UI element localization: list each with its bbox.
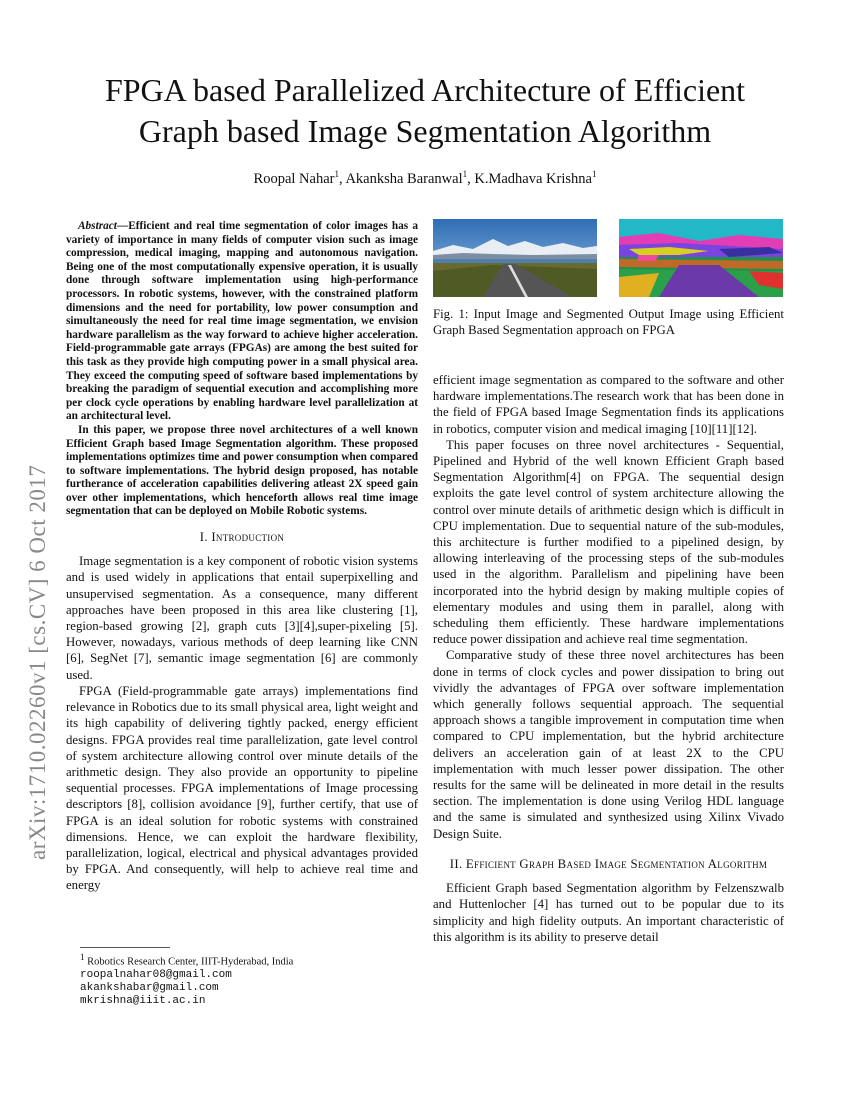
body-paragraph: Efficient Graph based Segmentation algorithm by Felzenszwalb and Huttenlocher [4] has turned out to be popular due to its simplicity and high fidelity outputs. An important characteristic of this algorithm is its ability to preserve detail — [433, 881, 784, 944]
abstract-label: Abstract — [78, 220, 117, 232]
segmentation-map — [619, 219, 783, 297]
footnote — [80, 947, 420, 1008]
section-heading: II. Efficient Graph Based Image Segmentation Algorithm — [449, 856, 768, 871]
section-heading: I. Introduction — [199, 530, 285, 545]
email: mkrishna@iiit.ac.in — [80, 994, 206, 1007]
affiliation-mark: 1 — [334, 169, 339, 179]
left-column — [66, 220, 418, 894]
input-image — [433, 219, 597, 297]
abstract-paragraph: In this paper, we propose three novel architectures of a well known Efficient Graph based Image Segmentation algorithm. These proposed implementations optimizes time and power consumption when compared to software implementations. The hybrid design proposed, has notable furtherance of acceleration capabilities delivering atleast 2X speed gain over other implementations, which henceforth allows real time image segmentation that can be deployed on Mobile Robotic systems. — [66, 423, 418, 518]
affiliation-mark: 1 — [462, 169, 468, 179]
title-line-1: FPGA based Parallelized Architecture of Efficient — [104, 72, 746, 108]
body-paragraph: FPGA (Field-programmable gate arrays) implementations find relevance in Robotics due to its small physical area, light weight and its high capability of delivering tightly packed, energy efficient designs. FPGA provides real time parallelization, gate level control of system architecture allowing control over minute details of the arithmetic design. They also provide an opportunity to pipeline sequential processes. FPGA implementations of Image processing descriptors [8], collision avoidance [9], further certify, that use of FPGA is an ideal solution for robotic systems with constrained dimensions. Hence, we can exploit the hardware flexibility, parallelization, logical, electrical and physical advantages provided by FPGA. And consequently, will help to achieve real time and energy — [66, 683, 418, 893]
footnote-text: Robotics Research Center, IIIT-Hyderabad, India — [87, 956, 294, 968]
footnote-mark: 1 — [80, 952, 85, 962]
body-paragraph: Comparative study of these three novel architectures has been done in terms of clock cycles and power dissipation to bring out vividly the advantages of FPGA over software implementation which generally follows sequential approach. The sequential approach shows a tangible improvement in computation time when compared to CPU implementation, but the hybrid architecture delivers an acceleration gain of at least 2X to the CPU implementation with much lesser power dissipation. The other results for the same will be delineated in more detail in the results section. The implementation is done using Verilog HDL language and the same is simulated and synthesized using Xilinx Vivado Design Suite. — [433, 648, 784, 841]
figure-caption: Fig. 1: Input Image and Segmented Output Image using Efficient Graph Based Segmentation approach on FPGA — [433, 307, 784, 338]
affiliation-mark: 1 — [591, 169, 597, 179]
title-line-2: Graph based Image Segmentation Algorithm — [138, 113, 712, 149]
body-paragraph: Image segmentation is a key component of robotic vision systems and is used widely in applications that entail superpixelling and unsupervised segmentation. As a consequence, many different approaches have been proposed in this area like clustering [1], region-based growing [2], graph cuts [3][4],super-pixeling [5]. However, nowadays, various methods of deep learning like CNN [6], SegNet [7], semantic image segmentation [6] are commonly used. — [66, 554, 418, 682]
author-name: Roopal Nahar — [253, 170, 335, 187]
arxiv-stamp: arXiv:1710.02260v1 [cs.CV] 6 Oct 2017 — [25, 464, 50, 860]
right-column — [433, 372, 784, 945]
body-paragraph: This paper focuses on three novel architectures - Sequential, Pipelined and Hybrid of the well known Efficient Graph based Segmentation Algorithm[4] on FPGA. The sequential design exploits the gate level control of system architecture allowing the control over minute details of arithmetic design which is difficult in CPU implementation. Due to sequential nature of the sub-modules, this architecture is further modified to a pipelined design, by allowing interleaving of the processing steps of the sub-modules used in the algorithm. Parallelism and pipelining have been incorporated into the hybrid design by making multiple copies of elementary modules and using them in parallel, along with scheduling them efficiently. These hardware implementations reduce power dissipation and achieve real time segmentation. — [433, 437, 784, 647]
email: akankshabar@gmail.com — [80, 981, 219, 994]
paper-title — [40, 70, 810, 152]
body-paragraph: efficient image segmentation as compared to the software and other hardware implementations.The research work that has been done in the field of FPGA based Image Segmentation finds its applications in robotics, computer vision and medical imaging [10][11][12]. — [433, 373, 784, 436]
segmented-output-image — [619, 219, 783, 297]
author-list: Roopal Nahar$^1$, Akanksha Baranwal$^1$, K.Madhava Krishna$^1$ — [253, 169, 597, 187]
landscape-photo — [433, 219, 597, 297]
email: roopalnahar08@gmail.com — [80, 968, 232, 981]
footnote-rule — [80, 947, 170, 948]
abstract-paragraph: —Efficient and real time segmentation of color images has a variety of importance in many fields of computer vision such as image compression, medical imaging, mapping and autonomous navigation. Being one of the most computationally expensive operation, it is usually done through software implementation using high-performance processors. In robotic systems, however, with the constrained platform dimensions and the need for portability, low power consumption and simultaneously the need for real time image segmentation, we envision hardware parallelism as the way forward to achieve higher acceleration. Field-programmable gate arrays (FPGAs) are among the best suited for this task as they provide high computing power in a small physical area. They exceed the computing speed of software based implementations by breaking the paradigm of sequential execution and accomplishing more per clock cycle operations by enabling hardware level parallelization at an architectural level. — [66, 220, 418, 423]
author-name: Akanksha Baranwal — [345, 170, 463, 187]
abstract — [66, 220, 418, 519]
author-name: K.Madhava Krishna — [474, 170, 592, 187]
